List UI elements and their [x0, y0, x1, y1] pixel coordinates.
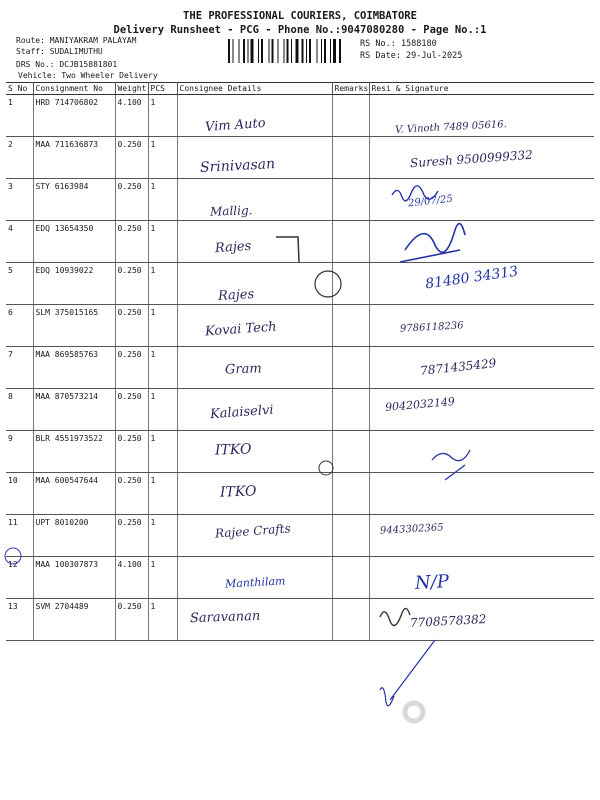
cell-weight: 0.250 [115, 347, 148, 389]
cell-remarks [332, 179, 369, 221]
col-consignment: Consignment No [33, 83, 115, 95]
cell-sno: 9 [6, 431, 33, 473]
vehicle-info: Vehicle: Two Wheeler Delivery [18, 71, 158, 80]
cell-pcs: 1 [148, 95, 177, 137]
cell-consignee [177, 221, 332, 263]
cell-weight: 4.100 [115, 557, 148, 599]
cell-sno: 1 [6, 95, 33, 137]
handwritten-signature: 9042032149 [384, 394, 456, 415]
table-row [6, 515, 594, 557]
rs-number: RS No.: 1588180 [360, 39, 437, 49]
cell-consignment: SLM 375015165 [33, 305, 115, 347]
handwritten-signature: 7708578382 [409, 612, 487, 630]
cell-signature [369, 179, 594, 221]
table-row [6, 431, 594, 473]
cell-remarks [332, 599, 369, 641]
cell-weight: 0.250 [115, 473, 148, 515]
handwritten-consignee: Kalaiselvi [209, 402, 275, 423]
cell-consignee [177, 179, 332, 221]
table-row [6, 305, 594, 347]
cell-remarks [332, 347, 369, 389]
rs-info [360, 38, 462, 62]
cell-sno: 13 [6, 599, 33, 641]
cell-consignee [177, 263, 332, 305]
cell-remarks [332, 389, 369, 431]
handwritten-consignee: ITKO [214, 441, 252, 459]
handwritten-consignee: Manthilam [224, 574, 286, 591]
cell-sno: 5 [6, 263, 33, 305]
cell-pcs: 1 [148, 263, 177, 305]
document-subtitle: Delivery Runsheet - PCG - Phone No.:9047080280 - Page No.:1 [113, 24, 487, 36]
stamp-mark [405, 703, 423, 721]
col-sno: S No [6, 83, 33, 95]
cell-remarks [332, 137, 369, 179]
handwritten-consignee: Saravanan [189, 608, 261, 627]
rs-date: RS Date: 29-Jul-2025 [360, 51, 463, 61]
table-header-row [6, 83, 594, 95]
cell-consignment: MAA 600547644 [33, 473, 115, 515]
table-row [6, 179, 594, 221]
cell-sno: 3 [6, 179, 33, 221]
cell-consignment: EDQ 10939022 [33, 263, 115, 305]
cell-remarks [332, 431, 369, 473]
runsheet-table [6, 82, 594, 641]
cell-remarks [332, 557, 369, 599]
cell-consignee [177, 431, 332, 473]
table-row [6, 557, 594, 599]
cell-weight: 4.100 [115, 95, 148, 137]
handwritten-signature: 81480 34313 [424, 263, 520, 293]
col-signature: Resi & Signature [369, 83, 594, 95]
handwritten-signature: Suresh 9500999332 [409, 147, 534, 171]
cell-consignment: EDQ 13654350 [33, 221, 115, 263]
cell-pcs: 1 [148, 389, 177, 431]
table-row [6, 389, 594, 431]
cell-signature [369, 221, 594, 263]
handwritten-consignee: Rajes [214, 238, 252, 257]
table-row [6, 599, 594, 641]
cell-weight: 0.250 [115, 263, 148, 305]
drs-info: DRS No.: DCJB15881801 [16, 60, 118, 69]
cell-weight: 0.250 [115, 221, 148, 263]
handwritten-consignee: Rajee Crafts [214, 521, 292, 541]
col-pcs: PCS [148, 83, 177, 95]
handwritten-signature: 9443302365 [379, 522, 444, 537]
cell-pcs: 1 [148, 347, 177, 389]
handwritten-signature: 29/07/25 [407, 193, 454, 210]
col-weight: Weight [115, 83, 148, 95]
col-consignee: Consignee Details [177, 83, 332, 95]
handwritten-consignee: Gram [224, 361, 262, 378]
cell-remarks [332, 263, 369, 305]
cell-consignment: SVM 2704489 [33, 599, 115, 641]
cell-pcs: 1 [148, 137, 177, 179]
cell-sno: 6 [6, 305, 33, 347]
cell-sno: 4 [6, 221, 33, 263]
cell-pcs: 1 [148, 305, 177, 347]
table-row [6, 221, 594, 263]
handwritten-consignee: Mallig. [209, 203, 253, 219]
cell-signature [369, 473, 594, 515]
cell-sno: 2 [6, 137, 33, 179]
table-row [6, 347, 594, 389]
handwritten-signature: N/P [414, 571, 450, 594]
pen-stroke [380, 640, 435, 706]
staff-info: Staff: SUDALIMUTHU [16, 47, 103, 56]
cell-weight: 0.250 [115, 431, 148, 473]
cell-consignment: MAA 711636873 [33, 137, 115, 179]
cell-remarks [332, 473, 369, 515]
cell-signature [369, 431, 594, 473]
cell-sno: 10 [6, 473, 33, 515]
cell-sno: 8 [6, 389, 33, 431]
cell-consignment: MAA 870573214 [33, 389, 115, 431]
cell-consignment: UPT 8010200 [33, 515, 115, 557]
handwritten-consignee: ITKO [219, 483, 257, 501]
handwritten-consignee: Kovai Tech [204, 319, 278, 340]
cell-remarks [332, 221, 369, 263]
table-row [6, 95, 594, 137]
cell-remarks [332, 95, 369, 137]
col-remarks: Remarks [332, 83, 369, 95]
table-row [6, 473, 594, 515]
handwritten-signature: 7871435429 [419, 356, 497, 378]
barcode [228, 39, 358, 63]
cell-consignment: HRD 714706802 [33, 95, 115, 137]
cell-remarks [332, 515, 369, 557]
handwritten-consignee: Vim Auto [204, 115, 267, 136]
cell-pcs: 1 [148, 515, 177, 557]
cell-weight: 0.250 [115, 137, 148, 179]
cell-signature [369, 515, 594, 557]
cell-signature [369, 557, 594, 599]
handwritten-signature: 9786118236 [399, 320, 464, 335]
document-title: THE PROFESSIONAL COURIERS, COIMBATORE [183, 10, 417, 22]
route-info: Route: MANIYAKRAM PALAYAM [16, 36, 137, 45]
handwritten-consignee: Srinivasan [199, 156, 276, 176]
handwritten-consignee: Rajes [217, 287, 255, 304]
cell-pcs: 1 [148, 221, 177, 263]
cell-consignment: STY 6163984 [33, 179, 115, 221]
cell-weight: 0.250 [115, 599, 148, 641]
cell-weight: 0.250 [115, 179, 148, 221]
cell-consignment: MAA 869585763 [33, 347, 115, 389]
cell-weight: 0.250 [115, 515, 148, 557]
cell-pcs: 1 [148, 431, 177, 473]
cell-pcs: 1 [148, 473, 177, 515]
cell-sno: 11 [6, 515, 33, 557]
cell-sno: 12 [6, 557, 33, 599]
cell-pcs: 1 [148, 557, 177, 599]
cell-weight: 0.250 [115, 389, 148, 431]
cell-weight: 0.250 [115, 305, 148, 347]
cell-pcs: 1 [148, 179, 177, 221]
cell-consignment: BLR 4551973522 [33, 431, 115, 473]
cell-consignment: MAA 100307873 [33, 557, 115, 599]
cell-sno: 7 [6, 347, 33, 389]
cell-pcs: 1 [148, 599, 177, 641]
handwritten-signature: V. Vinoth 7489 05616. [394, 119, 508, 136]
cell-remarks [332, 305, 369, 347]
